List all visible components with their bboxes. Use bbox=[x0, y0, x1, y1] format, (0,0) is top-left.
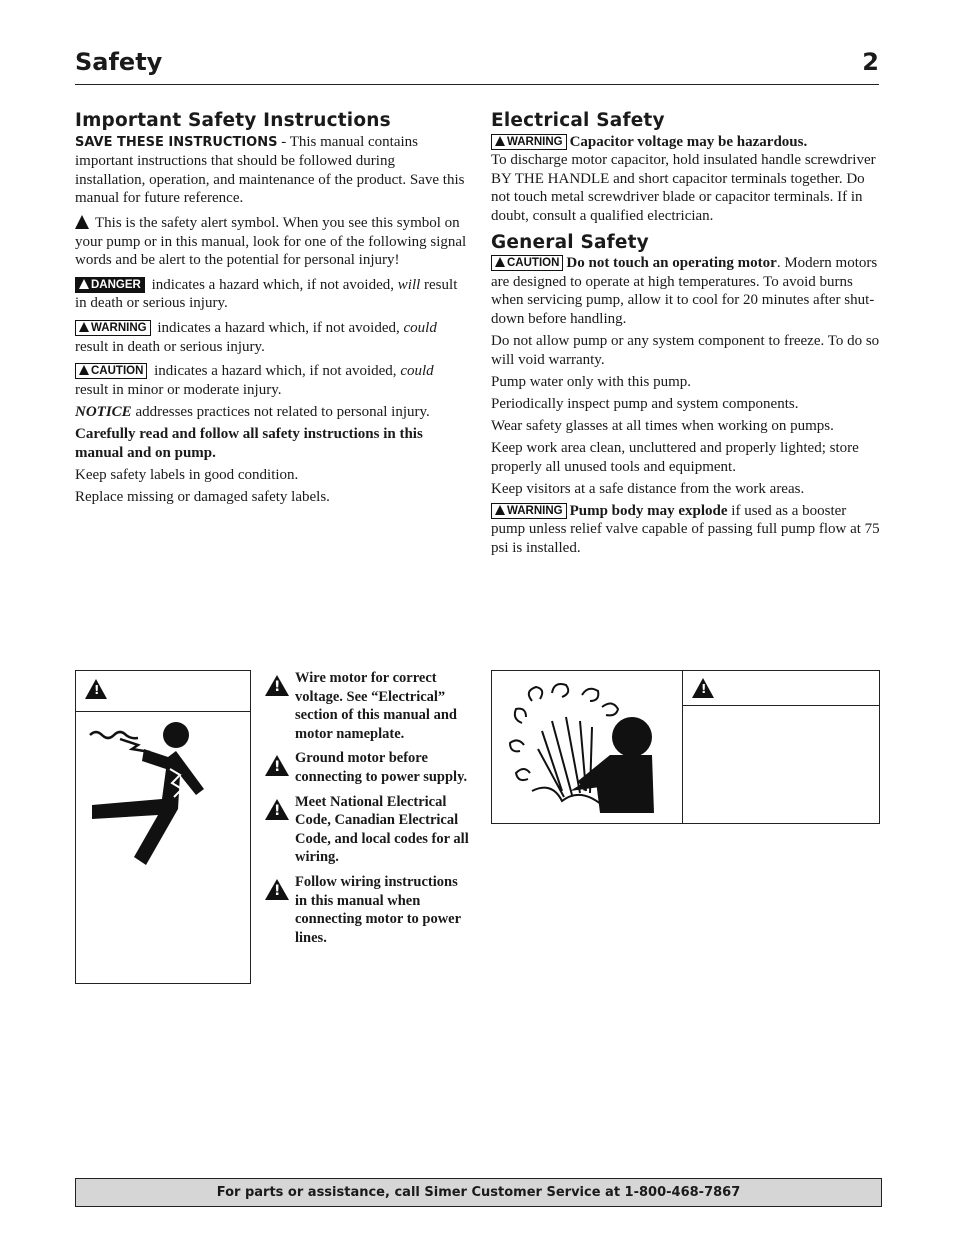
warning-badge: WARNING bbox=[491, 503, 567, 519]
page-number: 2 bbox=[862, 48, 879, 76]
warning-definition: WARNING indicates a hazard which, if not avoided, could result in death or serious injury. bbox=[75, 319, 437, 355]
electrical-safety-heading: Electrical Safety bbox=[491, 110, 665, 131]
visitors-text: Keep visitors at a safe distance from the work areas. bbox=[491, 480, 805, 497]
page-title: Safety bbox=[75, 48, 163, 76]
explode-warning: WARNING Pump body may explode if used as a booster pump unless relief valve capable of passing full pump flow at 75 psi is installed. bbox=[491, 502, 880, 556]
keep-labels-text: Keep safety labels in good condition. bbox=[75, 466, 299, 483]
electrical-general-section bbox=[491, 112, 881, 561]
save-instructions-paragraph: SAVE THESE INSTRUCTIONS - This manual contains important instructions that should be followed during installation, operation, and maintenance of the product. Save this manual for future reference. bbox=[75, 133, 465, 207]
danger-badge: DANGER bbox=[75, 277, 145, 293]
capacitor-warning: WARNING Capacitor voltage may be hazardous. To discharge motor capacitor, hold insulated handle screwdriver BY THE HANDLE and short capacitor terminals together. Do not touch metal screwdriver blade or capacitor terminals. If in doubt, consult a qualified electrician. bbox=[491, 133, 876, 224]
danger-definition: DANGER indicates a hazard which, if not avoided, will result in death or serious injury. bbox=[75, 276, 458, 312]
caution-badge: CAUTION bbox=[75, 363, 147, 379]
important-safety-section bbox=[75, 112, 467, 510]
explosion-illustration-cell bbox=[492, 671, 683, 823]
explosion-icon bbox=[492, 671, 682, 823]
warning-item: ! Ground motor before connecting to power supply. bbox=[263, 749, 473, 786]
page-header bbox=[75, 48, 879, 85]
footer-contact-bar: For parts or assistance, call Simer Customer Service at 1-800-468-7867 bbox=[75, 1178, 882, 1207]
caution-definition: CAUTION indicates a hazard which, if not avoided, could result in minor or moderate injury. bbox=[75, 363, 434, 398]
general-safety-heading: General Safety bbox=[491, 231, 649, 253]
warning-item: ! Follow wiring instructions in this manual when connecting motor to power lines. bbox=[263, 873, 473, 947]
alert-triangle-icon bbox=[265, 675, 289, 696]
alert-triangle-icon bbox=[265, 799, 289, 820]
shock-hazard-box bbox=[75, 670, 251, 984]
shock-box-header: ! bbox=[76, 671, 250, 712]
explosion-hazard-box bbox=[491, 670, 880, 824]
electric-shock-icon bbox=[76, 715, 250, 915]
freeze-text: Do not allow pump or any system component to freeze. To do so will void warranty. bbox=[491, 333, 880, 368]
caution-badge: CAUTION bbox=[491, 255, 563, 271]
hot-motor-caution: CAUTION Do not touch an operating motor. Modern motors are designed to operate at high temperatures. To avoid burns when servicing pump, allow it to cool for 20 minutes after shut-down before handling. bbox=[491, 255, 878, 327]
explosion-box-header: ! bbox=[682, 671, 879, 706]
notice-definition: NOTICE addresses practices not related to personal injury. bbox=[75, 403, 430, 420]
work-area-text: Keep work area clean, uncluttered and properly lighted; store properly all unused tools and equipment. bbox=[491, 440, 859, 475]
alert-triangle-icon bbox=[75, 215, 89, 229]
careful-read-note: Carefully read and follow all safety instructions in this manual and on pump. bbox=[75, 425, 423, 461]
alert-triangle-icon bbox=[265, 879, 289, 900]
warning-item: ! Meet National Electrical Code, Canadian Electrical Code, and local codes for all wiring. bbox=[263, 793, 473, 867]
warning-badge: WARNING bbox=[75, 320, 151, 336]
inspect-text: Periodically inspect pump and system components. bbox=[491, 395, 799, 412]
warning-item: ! Wire motor for correct voltage. See “Electrical” section of this manual and motor nameplate. bbox=[263, 669, 473, 743]
water-only-text: Pump water only with this pump. bbox=[491, 373, 691, 390]
glasses-text: Wear safety glasses at all times when working on pumps. bbox=[491, 417, 834, 434]
alert-symbol-paragraph: This is the safety alert symbol. When you see this symbol on your pump or in this manual, look for one of the following signal words and be alert to the potential for personal injury! bbox=[75, 214, 467, 269]
section-heading: Important Safety Instructions bbox=[75, 110, 391, 131]
replace-labels-text: Replace missing or damaged safety labels. bbox=[75, 488, 330, 505]
alert-triangle-icon bbox=[265, 755, 289, 776]
warning-badge: WARNING bbox=[491, 134, 567, 150]
electrical-warnings-list bbox=[263, 669, 473, 953]
